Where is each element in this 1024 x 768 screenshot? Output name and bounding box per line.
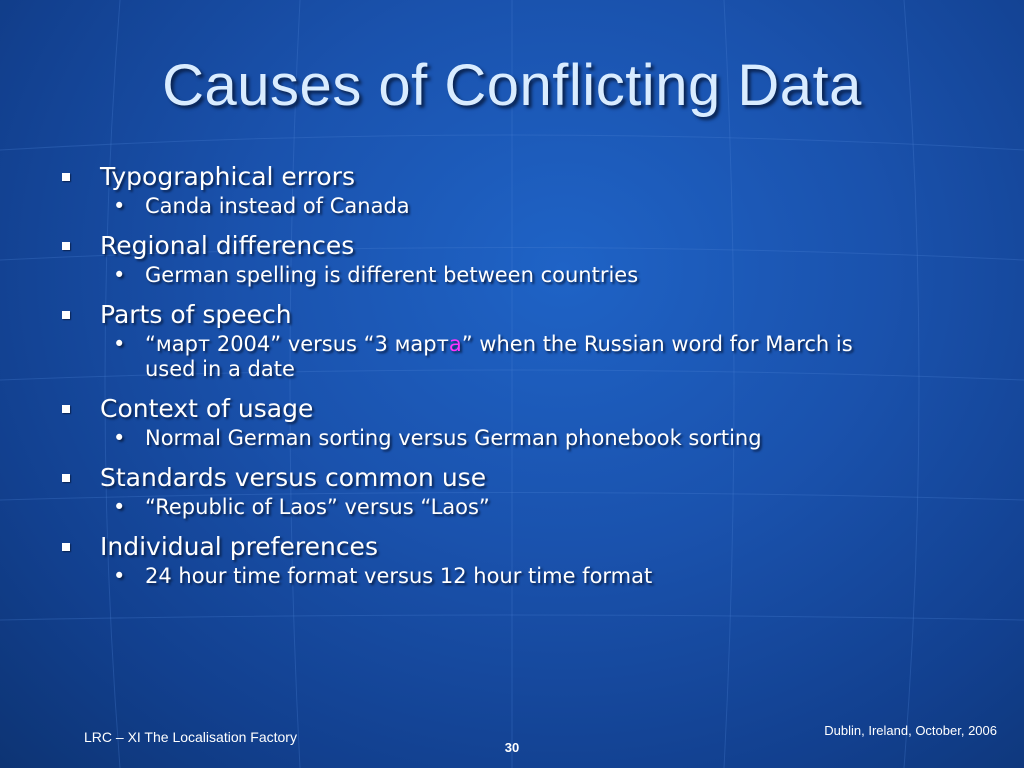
- dot-bullet-icon: •: [113, 332, 126, 356]
- bullet-item: [62, 392, 962, 426]
- bullet-item: [62, 530, 962, 564]
- bullet-list: [62, 160, 962, 599]
- footer-location-date: Dublin, Ireland, October, 2006: [824, 723, 997, 738]
- bullet-label: Standards versus common use: [100, 463, 487, 492]
- highlighted-letter: а: [448, 332, 462, 356]
- sub-bullet-item: [113, 564, 962, 589]
- bullet-label: Individual preferences: [100, 532, 378, 561]
- sub-bullet-item: [113, 426, 962, 451]
- sub-bullet-text: “Republic of Laos” versus “Laos”: [145, 495, 490, 519]
- text-segment: ” when the Russian word for March is used in a date: [145, 332, 853, 381]
- bullet-label: Context of usage: [100, 394, 314, 423]
- text-segment: “март 2004” versus “3 март: [145, 332, 449, 356]
- bullet-item: [62, 229, 962, 263]
- dot-bullet-icon: •: [113, 194, 126, 218]
- square-bullet-icon: [62, 242, 70, 250]
- sub-bullet-item: [113, 194, 962, 219]
- square-bullet-icon: [62, 173, 70, 181]
- bullet-item: [62, 461, 962, 495]
- sub-bullet-text: German spelling is different between countries: [145, 263, 639, 287]
- square-bullet-icon: [62, 405, 70, 413]
- footer-organization: LRC – XI The Localisation Factory: [84, 729, 297, 745]
- sub-bullet-text: [145, 332, 905, 382]
- sub-bullet-item: [113, 495, 962, 520]
- sub-bullet-item: [113, 263, 962, 288]
- sub-bullet-item: [113, 332, 962, 382]
- sub-bullet-text: Normal German sorting versus German phonebook sorting: [145, 426, 762, 450]
- bullet-item: [62, 298, 962, 332]
- sub-bullet-text: 24 hour time format versus 12 hour time format: [145, 564, 653, 588]
- slide-title: Causes of Conflicting Data: [162, 53, 862, 118]
- bullet-label: Regional differences: [100, 231, 355, 260]
- square-bullet-icon: [62, 311, 70, 319]
- sub-bullet-text: Canda instead of Canada: [145, 194, 410, 218]
- square-bullet-icon: [62, 543, 70, 551]
- dot-bullet-icon: •: [113, 564, 126, 588]
- bullet-label: Typographical errors: [100, 162, 355, 191]
- bullet-label: Parts of speech: [100, 300, 292, 329]
- bullet-item: [62, 160, 962, 194]
- dot-bullet-icon: •: [113, 263, 126, 287]
- dot-bullet-icon: •: [113, 426, 126, 450]
- page-number: 30: [504, 740, 520, 755]
- dot-bullet-icon: •: [113, 495, 126, 519]
- square-bullet-icon: [62, 474, 70, 482]
